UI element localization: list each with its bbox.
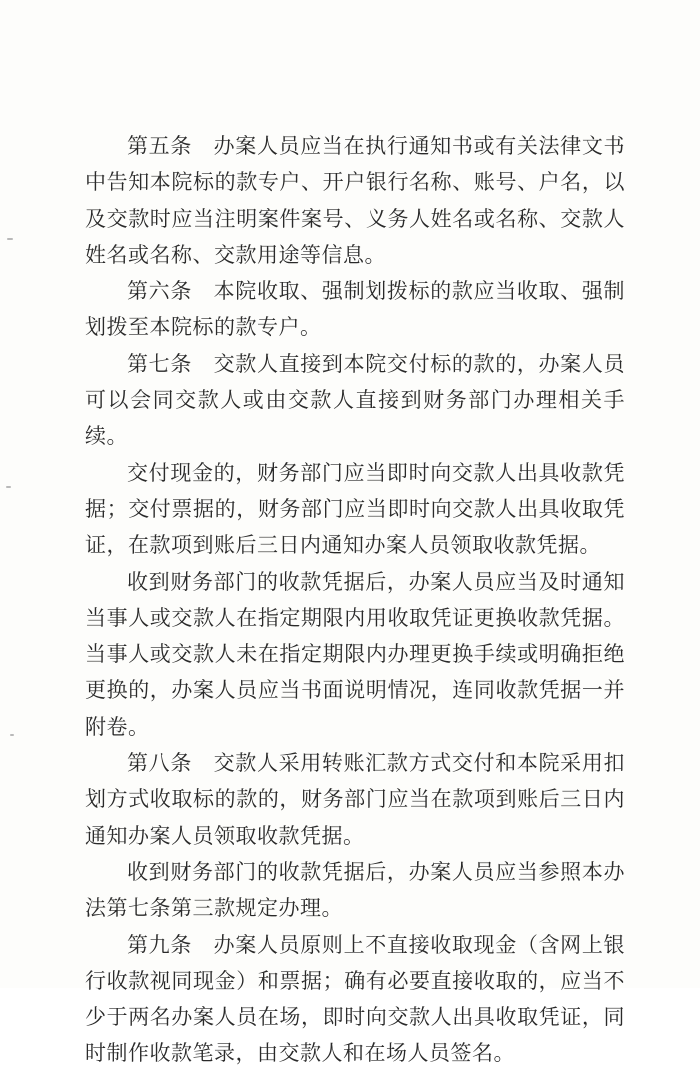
paragraph-article-7: 第七条 交款人直接到本院交付标的款的，办案人员可以会同交款人或由交款人直接到财务部门办理相关手续。: [85, 351, 625, 449]
paragraph-article-6: 第六条 本院收取、强制划拨标的款应当收取、强制划拨至本院标的款专户。: [85, 279, 625, 340]
paragraph-article-8: 第八条 交款人采用转账汇款方式交付和本院采用扣划方式收取标的款的，财务部门应当在款项到账后三日内通知办案人员领取收款凭据。: [85, 751, 625, 848]
document-body: [85, 128, 625, 1072]
paragraph-article-9: 第九条 办案人员原则上不直接收取现金（含网上银行收款视同现金）和票据；确有必要直接收取的，应当不少于两名办案人员在场，即时向交款人出具收取凭证，同时制作收款笔录，由交款人和在场人员签名。: [85, 932, 625, 1066]
paragraph-article-7-cash: 交付现金的，财务部门应当即时向交款人出具收款凭据；交付票据的，财务部门应当即时向交款人出具收取凭证，在款项到账后三日内通知办案人员领取收款凭据。: [85, 460, 625, 558]
binding-hole-mark: [6, 486, 11, 488]
paragraph-article-7-receipt: 收到财务部门的收款凭据后，办案人员应当及时通知当事人或交款人在指定期限内用收取凭证更换收款凭据。当事人或交款人未在指定期限内办理更换手续或明确拒绝更换的，办案人员应当书面说明情况，连同收款凭据一并附卷。: [85, 569, 625, 739]
binding-hole-mark: [7, 238, 13, 240]
paragraph-article-8-receipt: 收到财务部门的收款凭据后，办案人员应当参照本办法第七条第三款规定办理。: [85, 859, 625, 921]
binding-hole-mark: [10, 734, 14, 736]
paragraph-article-5: 第五条 办案人员应当在执行通知书或有关法律文书中告知本院标的款专户、开户银行名称、账号、户名，以及交款时应当注明案件案号、义务人姓名或名称、交款人姓名或名称、交款用途等信息。: [85, 134, 625, 267]
